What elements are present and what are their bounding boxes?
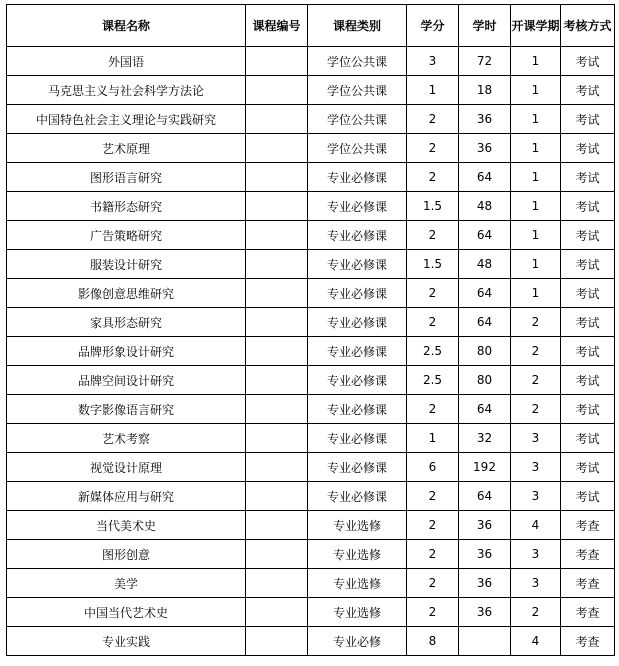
course-category-cell: 专业必修课: [308, 250, 407, 279]
assessment-cell: 考试: [561, 337, 615, 366]
course-table: [6, 4, 615, 656]
assessment-cell: 考试: [561, 105, 615, 134]
course-category-cell: 专业选修: [308, 598, 407, 627]
hours-cell: 64: [459, 221, 511, 250]
hours-cell: 48: [459, 250, 511, 279]
table-row: [7, 76, 615, 105]
credits-cell: 2: [407, 105, 459, 134]
course-name-cell: 家具形态研究: [7, 308, 246, 337]
semester-cell: 1: [511, 163, 561, 192]
credits-cell: 1.5: [407, 192, 459, 221]
course-name-cell: 品牌空间设计研究: [7, 366, 246, 395]
semester-cell: 1: [511, 221, 561, 250]
table-row: [7, 105, 615, 134]
table-row: [7, 540, 615, 569]
credits-cell: 2: [407, 221, 459, 250]
header-row: [7, 5, 615, 47]
table-row: [7, 511, 615, 540]
credits-cell: 3: [407, 47, 459, 76]
semester-cell: 4: [511, 511, 561, 540]
table-row: [7, 366, 615, 395]
course-category-cell: 专业必修课: [308, 308, 407, 337]
semester-cell: 3: [511, 453, 561, 482]
credits-cell: 2: [407, 308, 459, 337]
header-course-name: 课程名称: [7, 5, 246, 47]
course-category-cell: 学位公共课: [308, 105, 407, 134]
hours-cell: 64: [459, 395, 511, 424]
course-name-cell: 视觉设计原理: [7, 453, 246, 482]
header-credits: 学分: [407, 5, 459, 47]
course-category-cell: 学位公共课: [308, 47, 407, 76]
table-row: [7, 337, 615, 366]
credits-cell: 1: [407, 424, 459, 453]
course-name-cell: 专业实践: [7, 627, 246, 656]
semester-cell: 2: [511, 395, 561, 424]
course-category-cell: 学位公共课: [308, 134, 407, 163]
course-code-cell: [246, 395, 308, 424]
semester-cell: 2: [511, 337, 561, 366]
table-row: [7, 134, 615, 163]
course-category-cell: 专业必修课: [308, 395, 407, 424]
assessment-cell: 考试: [561, 308, 615, 337]
table-row: [7, 424, 615, 453]
course-code-cell: [246, 221, 308, 250]
hours-cell: 48: [459, 192, 511, 221]
assessment-cell: 考试: [561, 163, 615, 192]
credits-cell: 2: [407, 569, 459, 598]
course-code-cell: [246, 366, 308, 395]
table-row: [7, 395, 615, 424]
credits-cell: 2: [407, 134, 459, 163]
credits-cell: 8: [407, 627, 459, 656]
course-code-cell: [246, 250, 308, 279]
credits-cell: 2: [407, 163, 459, 192]
course-name-cell: 服装设计研究: [7, 250, 246, 279]
credits-cell: 2: [407, 598, 459, 627]
semester-cell: 1: [511, 105, 561, 134]
table-row: [7, 192, 615, 221]
semester-cell: 1: [511, 279, 561, 308]
course-category-cell: 专业必修课: [308, 192, 407, 221]
table-row: [7, 569, 615, 598]
course-category-cell: 专业必修课: [308, 453, 407, 482]
semester-cell: 2: [511, 366, 561, 395]
semester-cell: 3: [511, 540, 561, 569]
assessment-cell: 考试: [561, 279, 615, 308]
assessment-cell: 考试: [561, 395, 615, 424]
hours-cell: 80: [459, 337, 511, 366]
credits-cell: 1.5: [407, 250, 459, 279]
course-code-cell: [246, 134, 308, 163]
hours-cell: 36: [459, 569, 511, 598]
course-code-cell: [246, 337, 308, 366]
hours-cell: 64: [459, 482, 511, 511]
course-name-cell: 品牌形象设计研究: [7, 337, 246, 366]
course-name-cell: 广告策略研究: [7, 221, 246, 250]
credits-cell: 2: [407, 511, 459, 540]
assessment-cell: 考试: [561, 192, 615, 221]
course-name-cell: 马克思主义与社会科学方法论: [7, 76, 246, 105]
course-code-cell: [246, 569, 308, 598]
credits-cell: 2: [407, 482, 459, 511]
assessment-cell: 考试: [561, 424, 615, 453]
assessment-cell: 考查: [561, 627, 615, 656]
hours-cell: 32: [459, 424, 511, 453]
course-name-cell: 艺术考察: [7, 424, 246, 453]
course-category-cell: 专业选修: [308, 511, 407, 540]
table-row: [7, 47, 615, 76]
hours-cell: 36: [459, 598, 511, 627]
assessment-cell: 考试: [561, 482, 615, 511]
table-row: [7, 250, 615, 279]
course-category-cell: 专业必修课: [308, 366, 407, 395]
hours-cell: [459, 627, 511, 656]
course-category-cell: 专业必修课: [308, 279, 407, 308]
course-category-cell: 专业选修: [308, 540, 407, 569]
assessment-cell: 考查: [561, 511, 615, 540]
assessment-cell: 考查: [561, 569, 615, 598]
hours-cell: 192: [459, 453, 511, 482]
course-category-cell: 专业必修课: [308, 424, 407, 453]
course-code-cell: [246, 192, 308, 221]
course-category-cell: 专业必修课: [308, 221, 407, 250]
course-code-cell: [246, 105, 308, 134]
semester-cell: 3: [511, 424, 561, 453]
course-category-cell: 学位公共课: [308, 76, 407, 105]
credits-cell: 6: [407, 453, 459, 482]
assessment-cell: 考试: [561, 47, 615, 76]
credits-cell: 2: [407, 279, 459, 308]
course-name-cell: 数字影像语言研究: [7, 395, 246, 424]
header-course-category: 课程类别: [308, 5, 407, 47]
credits-cell: 2: [407, 395, 459, 424]
course-code-cell: [246, 163, 308, 192]
course-category-cell: 专业选修: [308, 569, 407, 598]
course-name-cell: 图形语言研究: [7, 163, 246, 192]
hours-cell: 64: [459, 279, 511, 308]
course-category-cell: 专业必修课: [308, 337, 407, 366]
semester-cell: 1: [511, 250, 561, 279]
assessment-cell: 考查: [561, 540, 615, 569]
course-name-cell: 中国特色社会主义理论与实践研究: [7, 105, 246, 134]
course-code-cell: [246, 482, 308, 511]
course-name-cell: 影像创意思维研究: [7, 279, 246, 308]
semester-cell: 3: [511, 482, 561, 511]
course-name-cell: 中国当代艺术史: [7, 598, 246, 627]
course-code-cell: [246, 308, 308, 337]
hours-cell: 36: [459, 511, 511, 540]
header-hours: 学时: [459, 5, 511, 47]
course-category-cell: 专业必修: [308, 627, 407, 656]
semester-cell: 3: [511, 569, 561, 598]
hours-cell: 72: [459, 47, 511, 76]
assessment-cell: 考试: [561, 221, 615, 250]
course-name-cell: 书籍形态研究: [7, 192, 246, 221]
credits-cell: 1: [407, 76, 459, 105]
assessment-cell: 考试: [561, 250, 615, 279]
course-code-cell: [246, 540, 308, 569]
course-code-cell: [246, 511, 308, 540]
credits-cell: 2.5: [407, 337, 459, 366]
table-row: [7, 279, 615, 308]
hours-cell: 64: [459, 163, 511, 192]
header-course-code: 课程编号: [246, 5, 308, 47]
table-row: [7, 163, 615, 192]
semester-cell: 2: [511, 308, 561, 337]
table-row: [7, 221, 615, 250]
hours-cell: 36: [459, 134, 511, 163]
semester-cell: 1: [511, 192, 561, 221]
assessment-cell: 考查: [561, 598, 615, 627]
header-semester: 开课学期: [511, 5, 561, 47]
semester-cell: 1: [511, 134, 561, 163]
assessment-cell: 考试: [561, 366, 615, 395]
course-category-cell: 专业必修课: [308, 163, 407, 192]
course-name-cell: 外国语: [7, 47, 246, 76]
course-code-cell: [246, 47, 308, 76]
credits-cell: 2: [407, 540, 459, 569]
credits-cell: 2.5: [407, 366, 459, 395]
semester-cell: 4: [511, 627, 561, 656]
course-name-cell: 图形创意: [7, 540, 246, 569]
header-assessment: 考核方式: [561, 5, 615, 47]
hours-cell: 36: [459, 540, 511, 569]
semester-cell: 1: [511, 47, 561, 76]
course-code-cell: [246, 598, 308, 627]
assessment-cell: 考试: [561, 134, 615, 163]
course-name-cell: 艺术原理: [7, 134, 246, 163]
table-row: [7, 308, 615, 337]
course-name-cell: 新媒体应用与研究: [7, 482, 246, 511]
semester-cell: 1: [511, 76, 561, 105]
hours-cell: 64: [459, 308, 511, 337]
course-code-cell: [246, 627, 308, 656]
course-code-cell: [246, 76, 308, 105]
table-row: [7, 627, 615, 656]
hours-cell: 80: [459, 366, 511, 395]
course-category-cell: 专业必修课: [308, 482, 407, 511]
course-name-cell: 当代美术史: [7, 511, 246, 540]
semester-cell: 2: [511, 598, 561, 627]
hours-cell: 36: [459, 105, 511, 134]
course-name-cell: 美学: [7, 569, 246, 598]
course-code-cell: [246, 453, 308, 482]
table-body: [7, 47, 615, 656]
table-row: [7, 482, 615, 511]
assessment-cell: 考试: [561, 453, 615, 482]
hours-cell: 18: [459, 76, 511, 105]
course-code-cell: [246, 424, 308, 453]
course-code-cell: [246, 279, 308, 308]
table-row: [7, 598, 615, 627]
assessment-cell: 考试: [561, 76, 615, 105]
table-row: [7, 453, 615, 482]
